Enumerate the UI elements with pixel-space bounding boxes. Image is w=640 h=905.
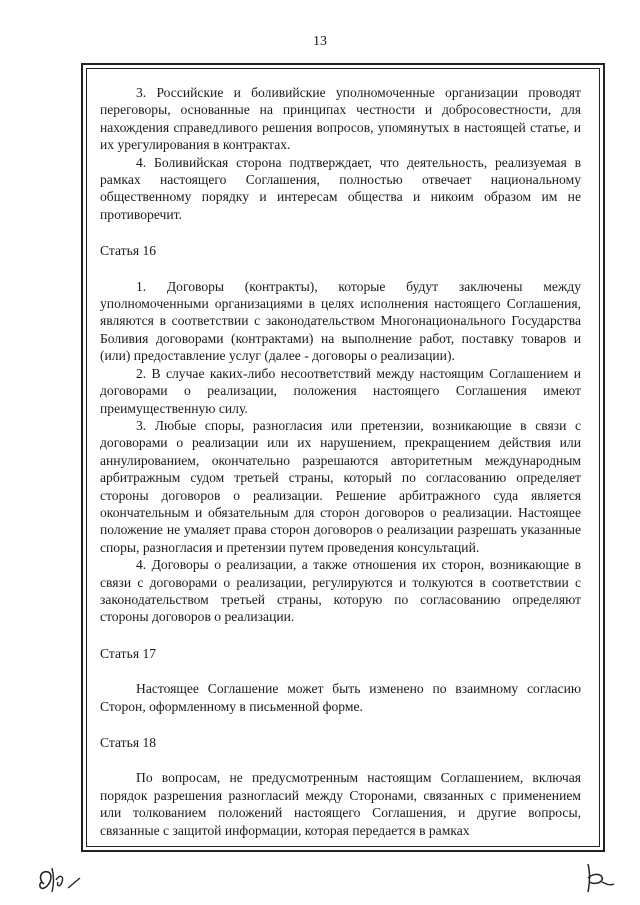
paragraph: По вопросам, не предусмотренным настоящим Соглашением, включая порядок разрешения разногласий между Сторонами, связанных с применением или толкованием положений настоящего Соглашения, и другие вопросы, связанные с защитой информации, которая передается в рамках — [100, 770, 581, 838]
paragraph: 3. Любые споры, разногласия или претензии, возникающие в связи с договорами о реализации или их нарушением, прекращением действия или аннулированием, окончательно разрешаются авторитетным международным арбитражным судом третьей страны, который по согласованию определяет стороны договоров о реализации. Решение арбитражного суда является окончательным и обязательным для сторон договоров о реализации. Настоящее положение не умаляет права сторон договоров о реализации разрешать указанные споры, разногласия и претензии путем проведения консультаций. — [100, 417, 581, 555]
initials-signature-right — [578, 860, 620, 896]
article-16-heading: Статья 16 — [100, 243, 157, 259]
article-18-heading: Статья 18 — [100, 735, 157, 750]
paragraph: Настоящее Соглашение может быть изменено по взаимному согласию Сторон, оформленному в письменной форме. — [100, 681, 581, 714]
document-body — [100, 84, 581, 839]
paragraph: 3. Российские и боливийские уполномоченные организации проводят переговоры, основанные на принципах честности и добросовестности, для нахождения справедливого решения вопросов, упомянутых в настоящей статье, и их урегулирования в контрактах. — [100, 85, 581, 153]
page-number: 13 — [313, 34, 327, 49]
paragraph: 4. Договоры о реализации, а также отношения их сторон, возникающие в связи с договорами о реализации, регулируются и толкуются в соответствии с законодательством третьей страны, которую по согласованию определяют стороны договоров о реализации. — [100, 557, 581, 625]
paragraph: 2. В случае каких-либо несоответствий между настоящим Соглашением и договорами о реализации, положения настоящего Соглашения имеют преимущественную силу. — [100, 365, 581, 416]
paragraph: 1. Договоры (контракты), которые будут заключены между уполномоченными организациями в целях исполнения настоящего Соглашения, являются в соответствии с законодательством Многонационального Государства Боливия договорами (контрактами) на выполнение работ, поставку товаров и (или) предоставление услуг (далее - договоры о реализации). — [100, 278, 581, 364]
article-17-heading: Статья 17 — [100, 645, 157, 661]
initials-signature-left — [34, 862, 90, 896]
paragraph: 4. Боливийская сторона подтверждает, что деятельность, реализуемая в рамках настоящего Соглашения, полностью отвечает национальному общественному порядку и интересам общества и никоим образом им не противоречит. — [100, 154, 581, 222]
